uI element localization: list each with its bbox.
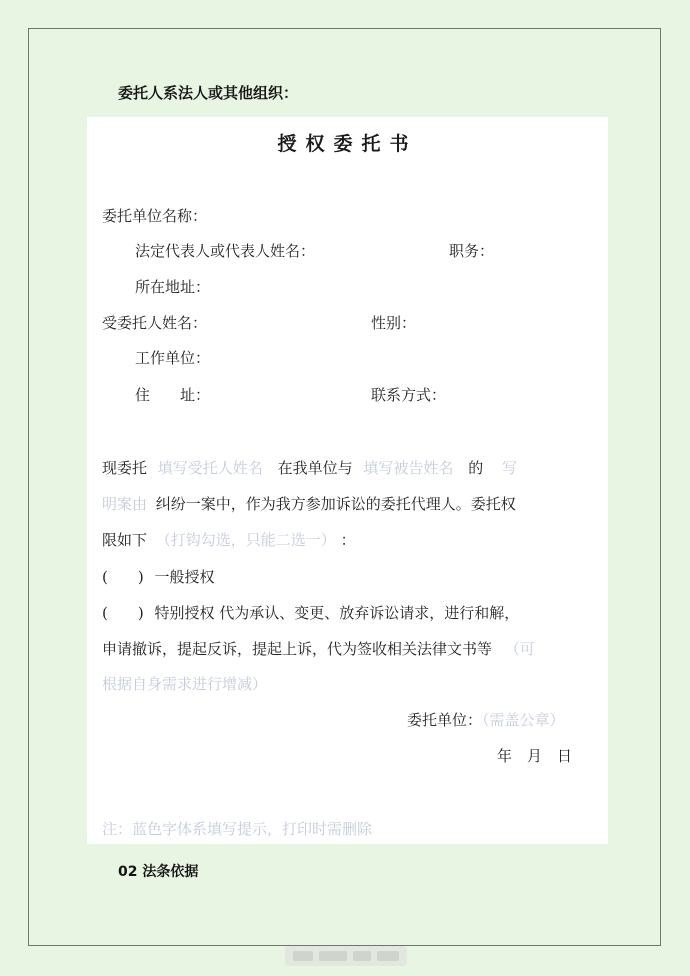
option-special-authorization <box>102 602 597 623</box>
authorization-letter <box>87 117 608 844</box>
hint-trustee-name: 填写受托人姓名 <box>157 459 263 477</box>
field-legal-representative: 法定代表人或代表人姓名： <box>135 242 316 260</box>
hint-adjust: （可 <box>504 640 535 658</box>
hint-defendant-name: 填写被告姓名 <box>363 459 454 477</box>
body-line-1 <box>102 457 597 478</box>
field-unit-name: 委托单位名称： <box>102 207 208 225</box>
body-text: ： <box>340 531 356 549</box>
body-text: 纠纷一案中，作为我方参加诉讼的委托代理人。委托权 <box>155 495 516 513</box>
body-line-3 <box>102 529 597 550</box>
checkbox-paren[interactable]: ( ) <box>102 568 144 586</box>
signature-label: 委托单位： <box>407 711 483 729</box>
signature-unit <box>407 709 565 730</box>
option-label: 特别授权 代为承认、变更、放弃诉讼请求，进行和解， <box>154 604 520 622</box>
field-address: 所在地址： <box>135 278 211 296</box>
hint-case-cause: 写 <box>501 459 517 477</box>
body-text: 在我单位与 <box>277 459 353 477</box>
section-heading: 委托人系法人或其他组织： <box>118 84 299 102</box>
note-text: 注：蓝色字体系填写提示，打印时需删除 <box>102 820 373 838</box>
body-text: 现委托 <box>102 459 148 477</box>
checkbox-paren[interactable]: ( ) <box>102 604 144 622</box>
field-contact: 联系方式： <box>371 386 447 404</box>
hint-choose-one: （打钩勾选，只能二选一） <box>155 531 336 549</box>
field-gender: 性别： <box>371 314 417 332</box>
signature-date: 年 月 日 <box>497 747 573 765</box>
hint-official-seal: （需盖公章） <box>482 711 565 729</box>
field-position: 职务： <box>449 242 495 260</box>
body-line-special-3 <box>102 673 597 694</box>
body-text: 申请撤诉，提起反诉，提起上诉，代为签收相关法律文书等 <box>102 640 493 658</box>
hint-case-cause: 明案由 <box>102 495 148 513</box>
body-line-2 <box>102 493 597 514</box>
option-label: 一般授权 <box>154 568 215 586</box>
body-line-special-2 <box>102 638 597 659</box>
document-title: 授权委托书 <box>277 133 418 155</box>
field-work-unit: 工作单位： <box>135 349 211 367</box>
field-trustee-name: 受委托人姓名： <box>102 314 208 332</box>
watermark-logo <box>285 946 407 966</box>
body-text: 限如下 <box>102 531 148 549</box>
body-text: 的 <box>468 459 484 477</box>
option-general-authorization <box>102 566 597 587</box>
footer-heading: 02 法条依据 <box>118 864 199 880</box>
field-residence: 住 址： <box>135 386 211 404</box>
hint-adjust: 根据自身需求进行增减） <box>102 675 268 693</box>
